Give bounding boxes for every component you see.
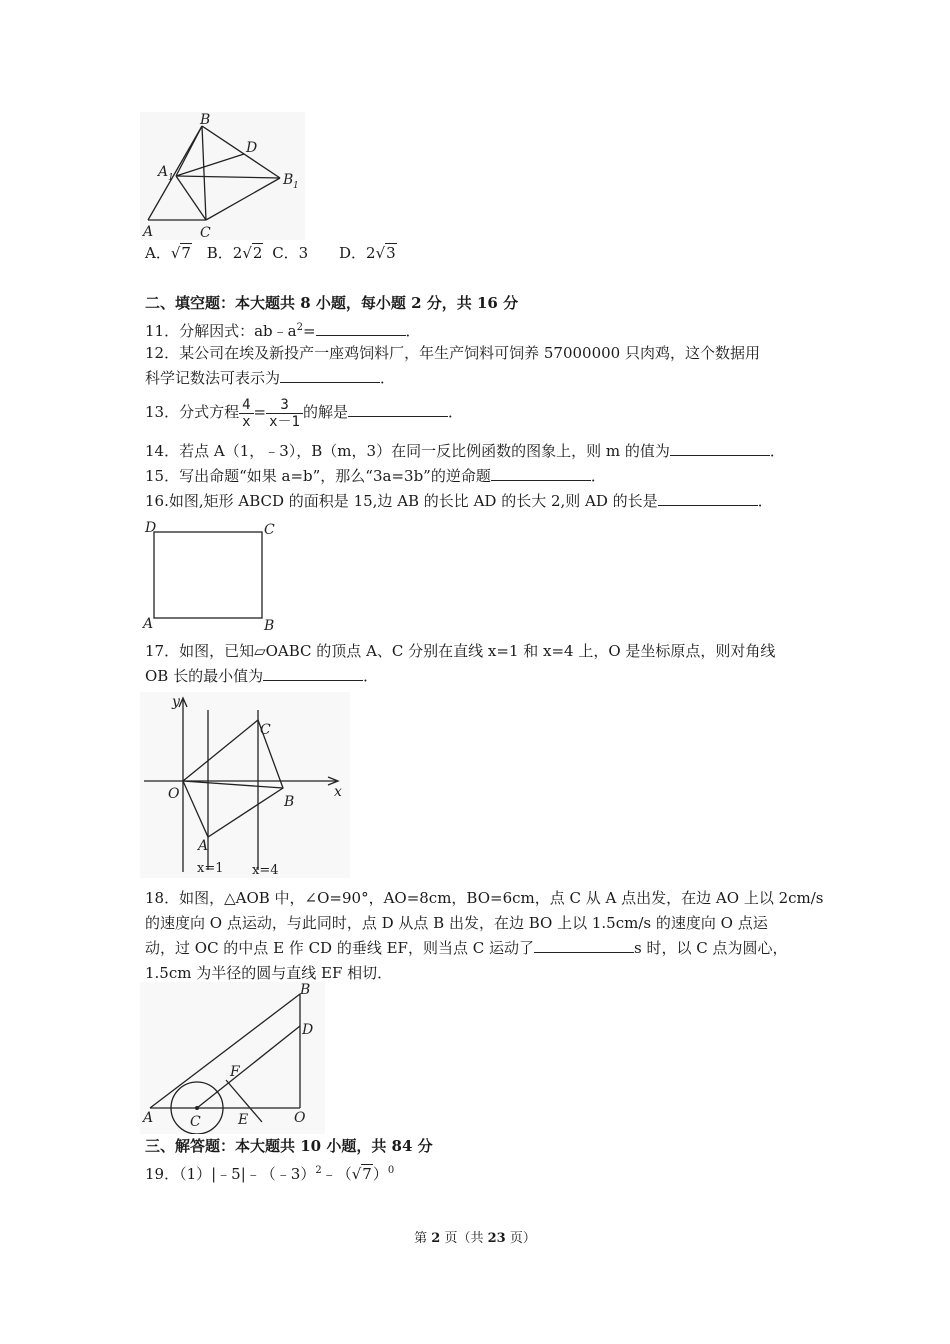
question-18-line-3: 动，过 OC 的中点 E 作 CD 的垂线 EF，则当点 C 运动了 s 时，以 C 点为圆心， (145, 939, 788, 957)
question-12-line-2: 科学记数法可表示为 ． (145, 369, 396, 387)
fig10-label-A1-sub: 1 (168, 173, 174, 183)
fig10-label-B: B (200, 112, 211, 128)
fig18-label-B: B (300, 982, 311, 998)
answer-blank[interactable] (316, 321, 406, 336)
fraction-4-over-x: $\frac{4}{x}$ (239, 397, 253, 430)
figure-q10 (140, 112, 305, 240)
question-12-line-1: 12．某公司在埃及新投产一座鸡饲料厂，年生产饲料可饲养 57000000 只肉鸡，这个数据用 (145, 344, 760, 362)
fig10-label-C: C (200, 225, 211, 240)
question-11: 11．分解因式：$ab﹣a^2=$ ． (145, 322, 421, 340)
answer-blank[interactable] (491, 466, 591, 481)
fig18-label-A: A (143, 1110, 154, 1126)
fig17-label-x4: x=4 (252, 863, 279, 878)
question-18-line-1: 18．如图，△AOB 中，∠O=90°，AO=8cm，BO=6cm，点 C 从 A 点出发，在边 AO 上以 2cm/s (145, 889, 824, 907)
fig18-label-D: D (302, 1022, 314, 1038)
question-17-line-1: 17．如图，已知▱OABC 的顶点 A、C 分别在直线 x=1 和 x=4 上，O 是坐标原点，则对角线 (145, 642, 776, 660)
question-16: 16.如图,矩形 ABCD 的面积是 15,边 AB 的长比 AD 的长大 2,则 AD 的长是 ． (145, 492, 773, 510)
question-17-line-2: OB 长的最小值为 ． (145, 667, 379, 685)
answer-blank[interactable] (280, 368, 380, 383)
fig18-label-O: O (294, 1110, 306, 1126)
answer-blank[interactable] (263, 666, 363, 681)
fig17-label-A: A (198, 838, 209, 854)
figure-q18-triangle (140, 982, 325, 1134)
question-14: 14．若点 A（1，﹣3），B（m，3）在同一反比例函数的图象上，则 m 的值为 ． (145, 442, 785, 460)
answer-blank[interactable] (658, 491, 758, 506)
question-13: 13．分式方程 $\frac{4}{x}$ = $\frac{3}{x-1}$ 的解是 ． (145, 396, 463, 430)
fig17-label-y: y (172, 694, 180, 710)
fig10-label-A1: A (158, 164, 169, 180)
q10-option-d: D．2√3 (339, 244, 396, 262)
fig16-label-A: A (143, 616, 154, 632)
q10-options (145, 243, 397, 263)
fig17-label-O: O (168, 786, 180, 802)
fig10-label-D: D (246, 140, 258, 156)
page-footer: 第 2 页（共 23 页） (414, 1231, 536, 1246)
fig18-label-C: C (190, 1114, 201, 1130)
fig17-label-C: C (260, 722, 271, 738)
answer-blank[interactable] (534, 938, 634, 953)
fig16-label-C: C (264, 522, 275, 538)
q10-option-b: B．2√2 (206, 244, 263, 262)
fig10-label-B1: B (283, 172, 294, 188)
fig10-label-B1-sub: 1 (293, 181, 299, 191)
figure-q17-coordinate (140, 692, 350, 878)
current-page-number: 2 (431, 1231, 441, 1246)
fraction-3-over-x-minus-1: $\frac{3}{x-1}$ (266, 397, 303, 430)
fig16-label-D: D (145, 520, 157, 536)
question-15: 15．写出命题“如果 a=b”，那么“3a=3b”的逆命题 ． (145, 467, 606, 485)
answer-blank[interactable] (348, 402, 448, 417)
fig18-label-E: E (238, 1112, 249, 1128)
fig17-label-x: x (334, 784, 342, 800)
question-19-part-1: 19．$(1)|﹣5|﹣(﹣3)^2﹣(√7)^0$ (145, 1165, 395, 1183)
section-2-title: 二、填空题：本大题共 8 小题，每小题 2 分，共 16 分 (145, 294, 519, 312)
q10-option-c: C．3 (272, 244, 309, 262)
section-3-title: 三、解答题：本大题共 10 小题，共 84 分 (145, 1137, 433, 1155)
fig17-label-B: B (284, 794, 295, 810)
figure-q16-rectangle (140, 516, 280, 634)
question-18-line-4: 1.5cm 为半径的圆与直线 EF 相切． (145, 964, 393, 982)
fig18-label-F: F (230, 1064, 240, 1080)
answer-blank[interactable] (670, 441, 770, 456)
q10-option-a: A．√7 (145, 244, 191, 262)
fig10-label-A: A (143, 224, 154, 240)
total-pages: 23 (487, 1231, 506, 1246)
question-18-line-2: 的速度向 O 点运动，与此同时，点 D 从点 B 出发，在边 BO 上以 1.5cm/s 的速度向 O 点运 (145, 914, 768, 932)
fig16-label-B: B (264, 618, 275, 634)
fig17-label-x1: x=1 (197, 861, 224, 876)
